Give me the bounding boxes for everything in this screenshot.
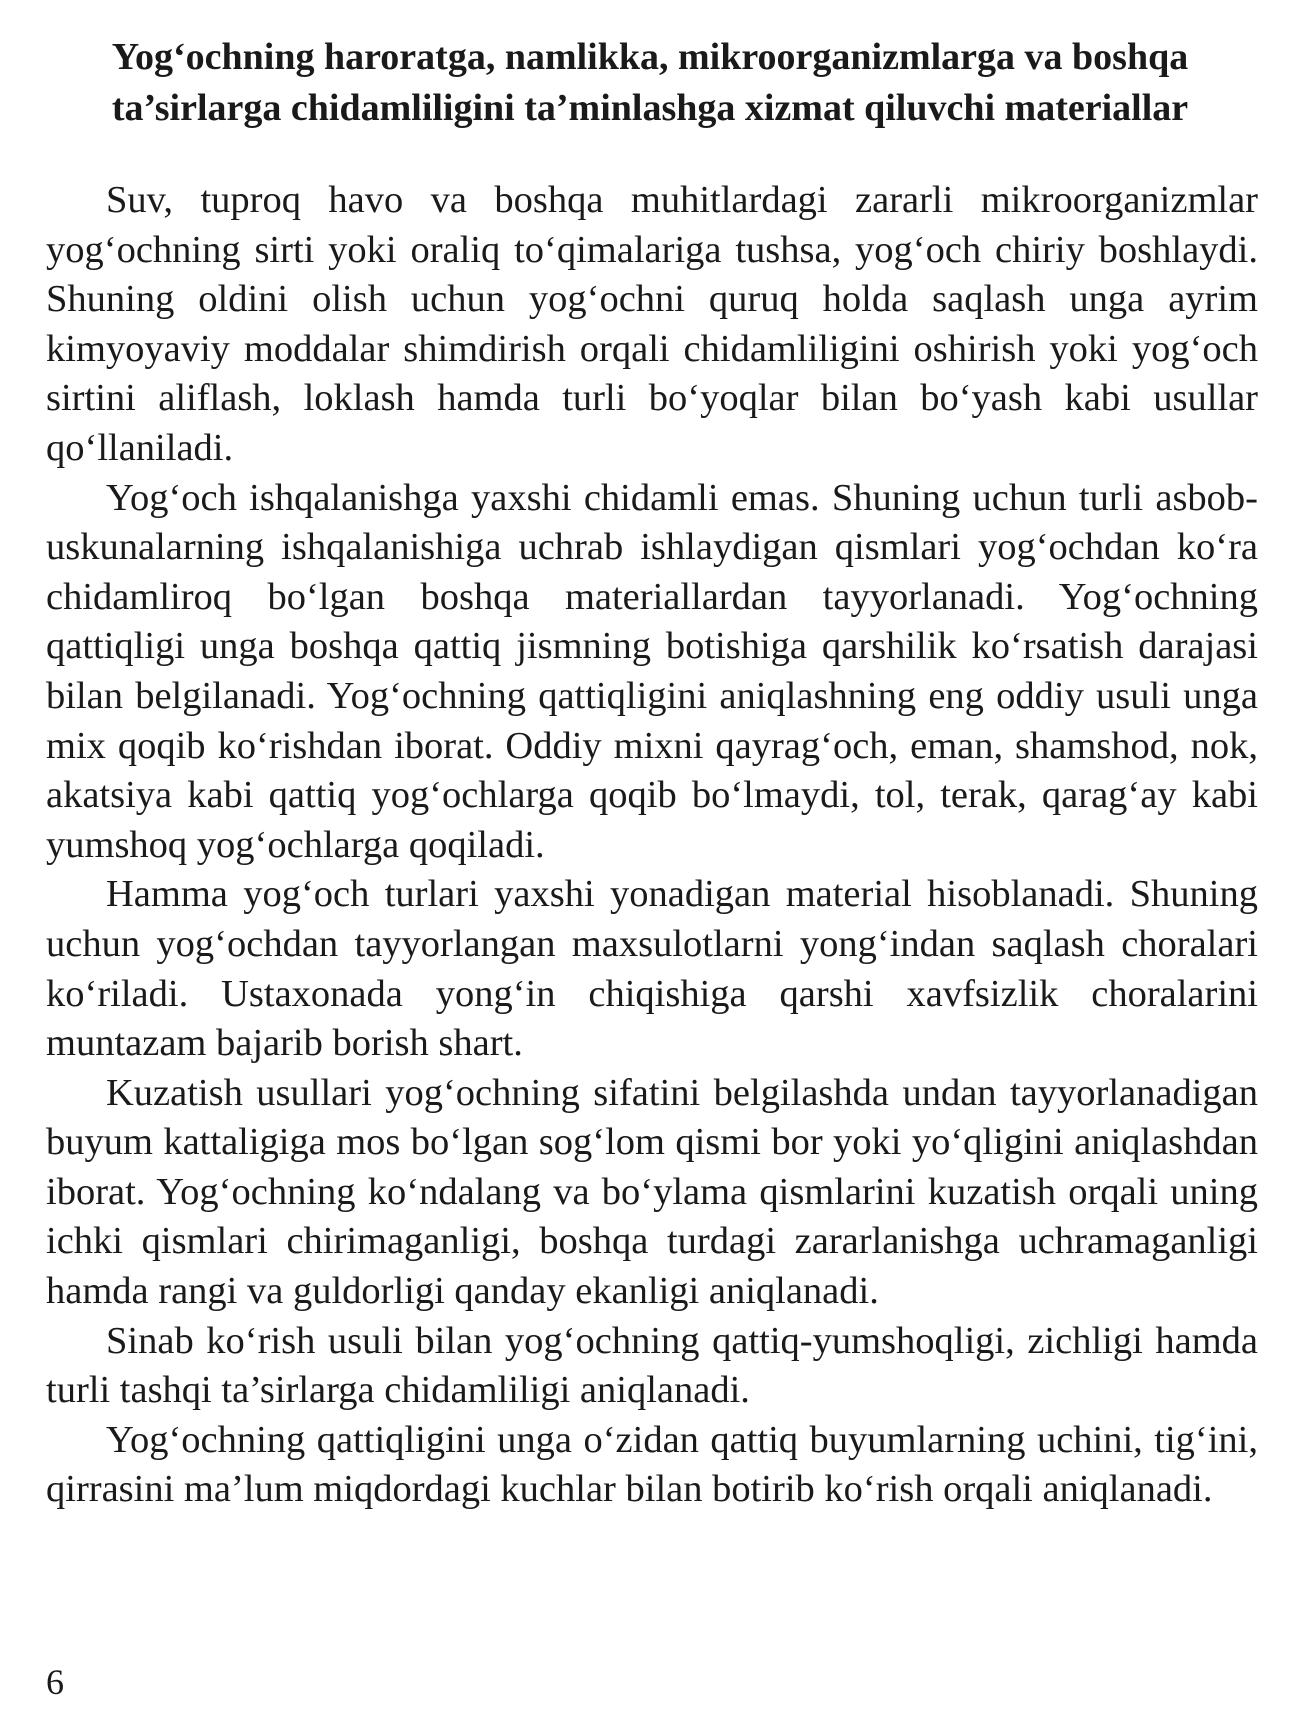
section-heading: Yog‘ochning haroratga, namlikka, mikroorganizmlarga va boshqa ta’sirlarga chidamliligini ta’minlashga xizmat qiluvchi materiallar	[111, 36, 1189, 129]
paragraph-testing-method: Sinab ko‘rish usuli bilan yog‘ochning qattiq-yumshoqligi, zichligi hamda turli tashqi ta’sirlarga chidamliligi aniqlanadi.	[46, 1319, 1258, 1412]
paragraph-hardness-test: Yog‘ochning qattiqligini unga o‘zidan qattiq buyumlarning uchini, tig‘ini, qirrasini ma’lum miqdordagi kuchlar bilan botirib ko‘rish orqali aniqlanadi.	[46, 1418, 1258, 1511]
paragraph-hardness: Yog‘och ishqalanishga yaxshi chidamli emas. Shuning uchun turli asbob-uskunalarning ishqalanishiga uchrab ishlaydigan qismlari yog‘ochdan ko‘ra chidamliroq bo‘lgan boshqa materiallardan tayyorlanadi. Yog‘ochning qattiqligi unga boshqa qattiq jismning botishiga qarshilik ko‘rsatish darajasi bilan belgilanadi. Yog‘ochning qattiqligini aniqlashning eng oddiy usuli unga mix qoqib ko‘rishdan iborat. Oddiy mixni qayrag‘och, eman, shamshod, nok, akatsiya kabi qattiq yog‘ochlarga qoqib bo‘lmaydi, tol, terak, qarag‘ay kabi yumshoq yog‘ochlarga qoqiladi.	[46, 476, 1258, 866]
page-number: 6	[46, 1662, 64, 1702]
paragraph-decay-protection: Suv, tuproq havo va boshqa muhitlardagi zararli mikroorganizmlar yog‘ochning sirti yoki oraliq to‘qimalariga tushsa, yog‘och chiriy boshlaydi. Shuning oldini olish uchun yog‘ochni quruq holda saqlash unga ayrim kimyoyaviy moddalar shimdirish orqali chidamliligini oshirish yoki yog‘och sirtini aliflash, loklash hamda turli bo‘yoqlar bilan bo‘yash kabi usullar qo‘llaniladi.	[46, 179, 1258, 469]
paragraph-fire-safety: Hamma yog‘och turlari yaxshi yonadigan material hisoblanadi. Shuning uchun yog‘ochdan tayyorlangan maxsulotlarni yong‘indan saqlash choralari ko‘riladi. Ustaxonada yong‘in chiqishiga qarshi xavfsizlik choralarini muntazam bajarib borish shart.	[46, 873, 1258, 1065]
body-text	[46, 176, 1258, 1515]
paragraph-observation-methods: Kuzatish usullari yog‘ochning sifatini belgilashda undan tayyorlanadigan buyum kattaligiga mos bo‘lgan sog‘lom qismi bor yoki yo‘qligini aniqlashdan iborat. Yog‘ochning ko‘ndalang va bo‘ylama qismlarini kuzatish orqali uning ichki qismlari chirimaganligi, boshqa turdagi zararlanishga uchramaganligi hamda rangi va guldorligi qanday ekanligi aniqlanadi.	[46, 1071, 1258, 1313]
